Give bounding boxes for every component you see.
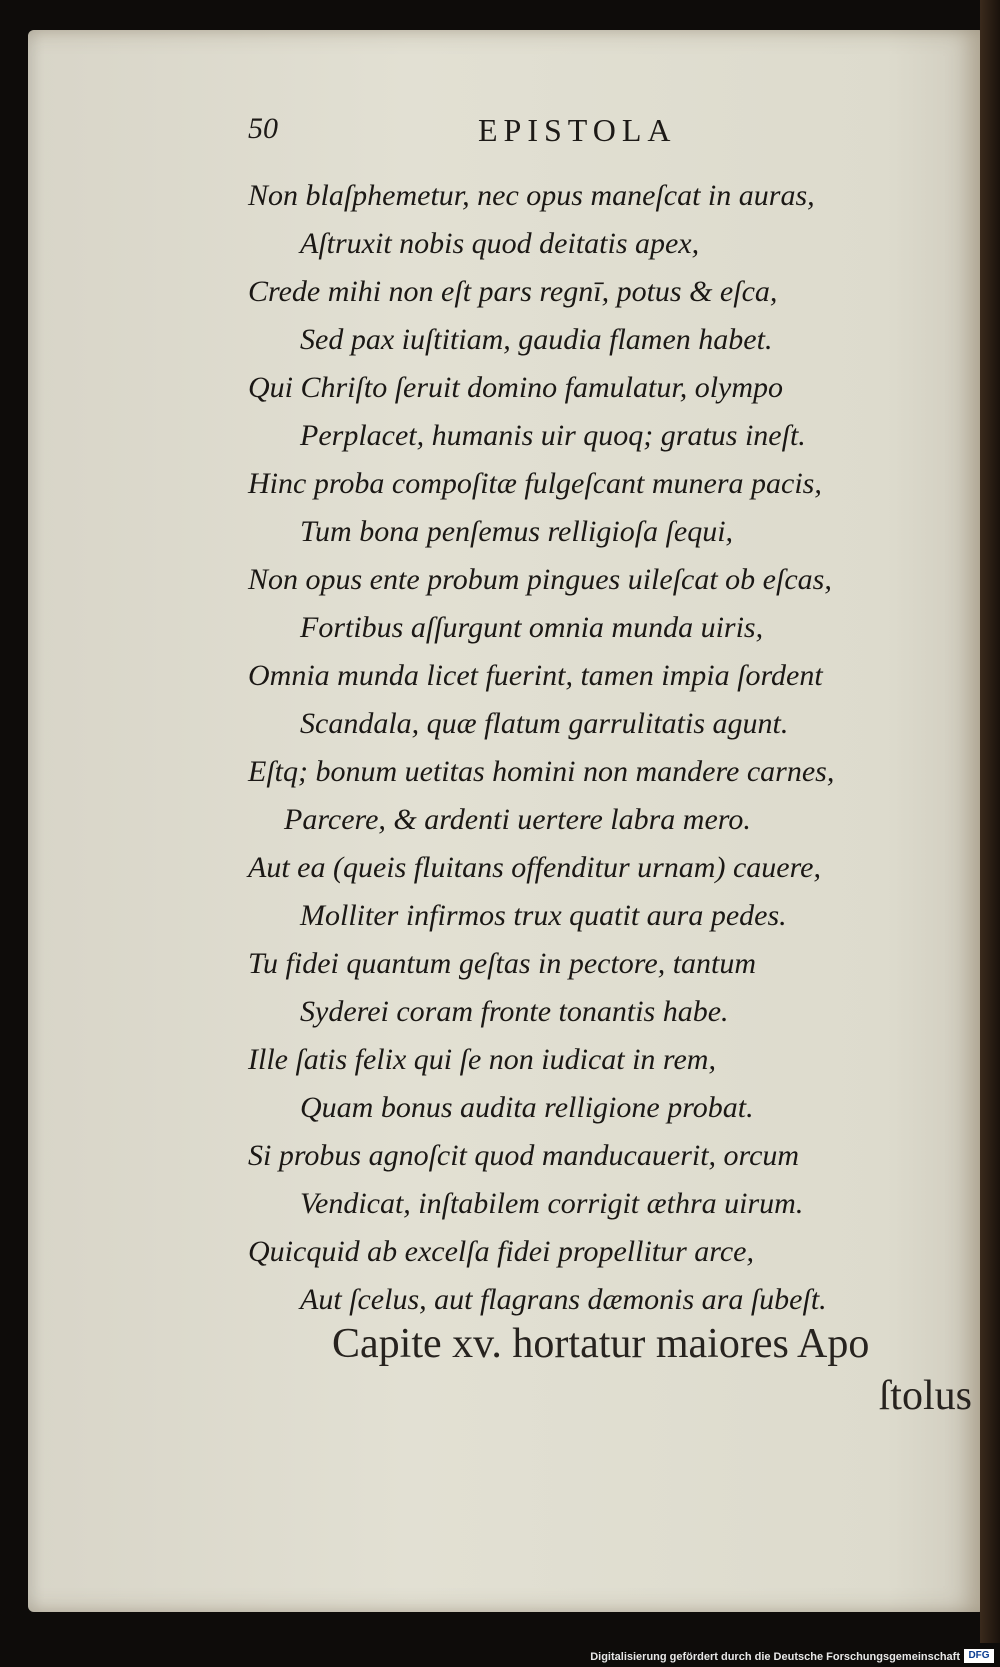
verse-line: Aut ea (queis fluitans offenditur urnam) cauere, [248,851,821,884]
footer-bar [0,1643,1000,1667]
page-number: 50 [248,112,278,145]
verse-line: Scandala, quæ flatum garrulitatis agunt. [300,707,789,740]
verse-line: Aſtruxit nobis quod deitatis apex, [300,227,700,260]
verse-line: Quicquid ab excelſa fidei propellitur arce, [248,1235,754,1268]
verse-line: Eſtq; bonum uetitas homini non mandere carnes, [248,755,835,788]
catchline-line-2: ſtolus [878,1373,972,1419]
verse-line: Tu fidei quantum geſtas in pectore, tantum [248,947,757,980]
footer-credit: Digitalisierung gefördert durch die Deutsche Forschungsgemeinschaft [590,1651,960,1663]
running-title: EPISTOLA [478,112,677,148]
verse-line: Vendicat, inſtabilem corrigit æthra uirum. [300,1187,804,1220]
verse-line: Hinc proba compoſitæ fulgeſcant munera pacis, [248,467,822,500]
verse-line: Tum bona penſemus relligioſa ſequi, [300,515,734,548]
verse-line: Crede mihi non eſt pars regnī, potus & eſca, [248,275,778,308]
dfg-logo-icon: DFG [964,1649,994,1663]
verse-line: Non blaſphemetur, nec opus maneſcat in auras, [248,179,815,212]
verse-line: Si probus agnoſcit quod manducauerit, orcum [248,1139,800,1172]
running-head [248,112,728,152]
verse-line: Syderei coram fronte tonantis habe. [300,995,729,1028]
book-edge [980,0,1000,1667]
verse-block [248,172,928,1324]
verse-line: Qui Chriſto ſeruit domino famulatur, olympo [248,371,784,404]
verse-line: Ille ſatis felix qui ſe non iudicat in rem, [248,1043,716,1076]
verse-line: Omnia munda licet fuerint, tamen impia ſordent [248,659,823,692]
verse-line: Perplacet, humanis uir quoq; gratus ineſt. [300,419,806,452]
verse-line: Molliter infirmos trux quatit aura pedes. [300,899,787,932]
catchline-line-1: Capite xv. hortatur maiores Apo [332,1321,870,1367]
section-catchline [332,1318,972,1422]
verse-line: Parcere, & ardenti uertere labra mero. [284,803,751,836]
verse-line: Quam bonus audita relligione probat. [300,1091,754,1124]
verse-line: Sed pax iuſtitiam, gaudia flamen habet. [300,323,773,356]
verse-line: Fortibus aſſurgunt omnia munda uiris, [300,611,764,644]
verse-line: Aut ſcelus, aut flagrans dæmonis ara ſubeſt. [300,1283,827,1316]
verse-line: Non opus ente probum pingues uileſcat ob eſcas, [248,563,832,596]
